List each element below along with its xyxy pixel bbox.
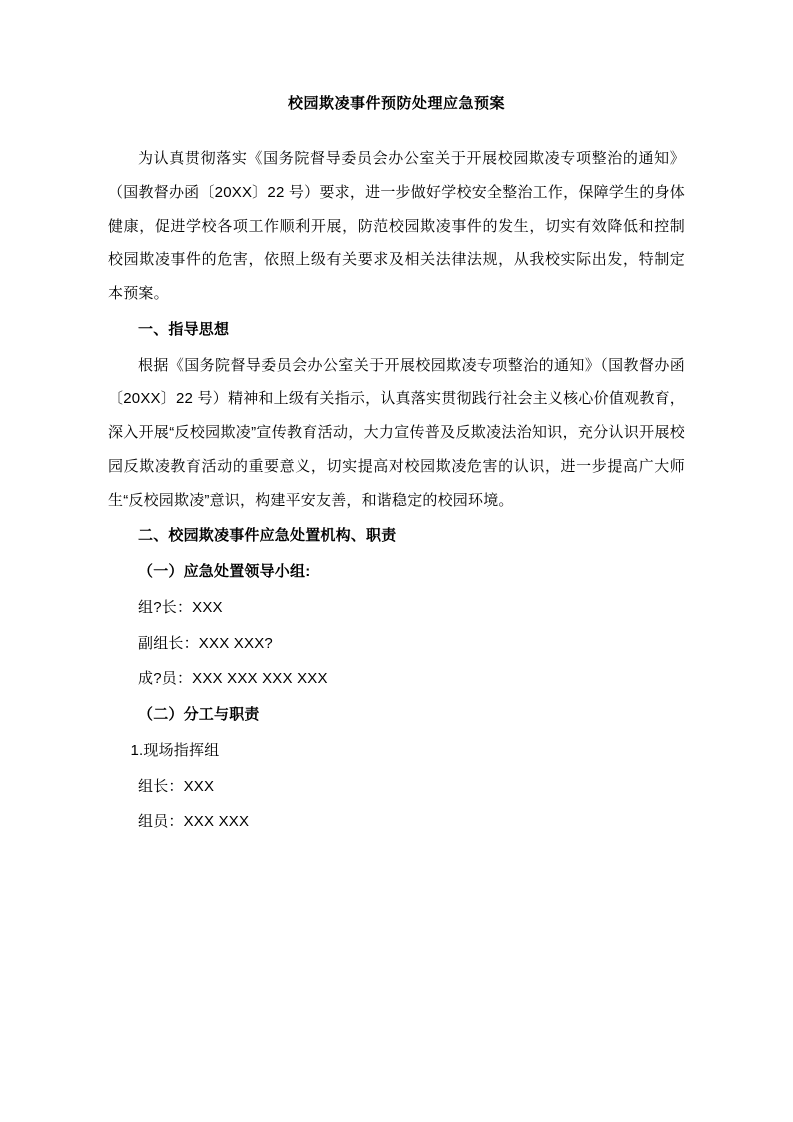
page-title: 校园欺凌事件预防处理应急预案 [287, 95, 505, 112]
paragraph-guiding-ideology: 根据《国务院督导委员会办公室关于开展校园欺凌专项整治的通知》（国教督办函〔20XX〕22 号）精神和上级有关指示，认真落实贯彻践行社会主义核心价值观教育，深入开展“反校园欺凌”宣传教育活动，大力宣传普及反欺凌法治知识，充分认识开展校园反欺凌教育活动的重要意义，切实提高对校园欺凌危害的认识，进一步提高广大师生“反校园欺凌”意识，构建平安友善，和谐稳定的校园环境。 [108, 356, 685, 509]
subsection-heading-leading-group: （一）应急处置领导小组: [138, 563, 311, 580]
list-item-onsite-command-group: 1.现场指挥组 [130, 741, 220, 759]
subsection-heading-duties: （二）分工与职责 [138, 706, 260, 723]
roster-line-group-leader: 组?长：XXX [138, 598, 223, 616]
section-heading-guiding-ideology: 一、指导思想 [138, 320, 230, 338]
roster-line-onsite-leader: 组长：XXX [138, 777, 215, 795]
section-heading-emergency-organization: 二、校园欺凌事件应急处置机构、职责 [138, 527, 397, 545]
roster-line-deputy-leader: 副组长：XXX XXX? [138, 634, 273, 652]
paragraph-intro: 为认真贯彻落实《国务院督导委员会办公室关于开展校园欺凌专项整治的通知》（国教督办函〔20XX〕22 号）要求，进一步做好学校安全整治工作，保障学生的身体健康，促进学校各项工作顺利开展，防范校园欺凌事件的发生，切实有效降低和控制校园欺凌事件的危害，依照上级有关要求及相关法律法规，从我校实际出发，特制定本预案。 [108, 150, 685, 302]
roster-line-members: 成?员：XXX XXX XXX XXX [138, 670, 328, 688]
roster-line-onsite-members: 组员：XXX XXX [138, 813, 250, 831]
